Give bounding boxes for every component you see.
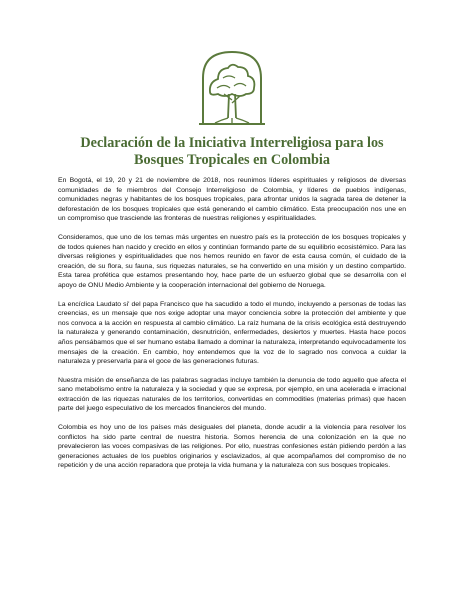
paragraph-4: Nuestra misión de enseñanza de las palabras sagradas incluye también la denuncia de todo aquello que afecta el sano metabolismo entre la naturaleza y la sociedad y que se expresa, por ejemplo, en una acelerada e irracional extracción de las riquezas naturales de los territorios, convertidas en commodities (materias primas) que hacen parte del juego especulativo de los mercados financieros del mundo.	[58, 376, 406, 413]
title-line-1: Declaración de la Iniciativa Interreligiosa para los	[80, 135, 384, 151]
paragraph-2: Consideramos, que uno de los temas más urgentes en nuestro país es la protección de los bosques tropicales y de todos quienes han nacido y crecido en ellos y continúan formando parte de su equilibrio ecosistémico. Para las diversas religiones y espiritualidades que nos hemos reunido en favor de esta causa común, el cuidado de la creación, de su flora, su fauna, sus riquezas naturales, se ha convertido en una misión y un destino compartido. Esta tarea profética que estamos presentando hoy, hace parte de un esfuerzo global que se desarrolla con el apoyo de ONU Medio Ambiente y la cooperación internacional del gobierno de Noruega.	[58, 233, 406, 289]
title-line-2: Bosques Tropicales en Colombia	[134, 152, 330, 168]
document-body	[58, 176, 406, 480]
paragraph-3: La encíclica Laudato si' del papa Francisco que ha sacudido a todo el mundo, incluyendo a personas de todas las creencias, es un mensaje que nos exige adoptar una mayor conciencia sobre la protección del ambiente y que nos convoca a la acción en respuesta al cambio climático. La raíz humana de la crisis ecológica está destruyendo la naturaleza y generando contaminación, desnutrición, enfermedades, desiertos y muertes. Hasta hace pocos años pensábamos que el ser humano estaba llamado a dominar la naturaleza, interpretando equivocadamente los mensajes de la creación. En cambio, hoy entendemos que la voz de lo sagrado nos convoca a cuidar la naturaleza y preservarla para el goce de las generaciones futuras.	[58, 300, 406, 366]
logo	[193, 48, 271, 126]
tree-in-arch-icon	[193, 48, 271, 126]
paragraph-5: Colombia es hoy uno de los países más desiguales del planeta, donde acudir a la violencia para resolver los conflictos ha sido parte central de nuestra historia. Somos herencia de una colonización en la que no prevalecieron las voces compasivas de las religiones. Por ello, nuestras confesiones están pidiendo perdón a las generaciones actuales de los pueblos originarios y esclavizados, al que acompañamos del compromiso de no repetición y de una acción reparadora que proteja la vida humana y la naturaleza con sus bosques tropicales.	[58, 424, 406, 470]
document-title	[40, 135, 424, 169]
paragraph-1: En Bogotá, el 19, 20 y 21 de noviembre de 2018, nos reunimos líderes espirituales y religiosos de diversas comunidades de fe miembros del Consejo Interreligioso de Colombia, y líderes de pueblos indígenas, comunidades negras y habitantes de los bosques tropicales, para afrontar unidos la sagrada tarea de detener la deforestación de los bosques tropicales que está generando el cambio climático. Esta preocupación nos une en un compromiso que trasciende las fronteras de nuestras religiones y espiritualidades.	[58, 177, 406, 223]
